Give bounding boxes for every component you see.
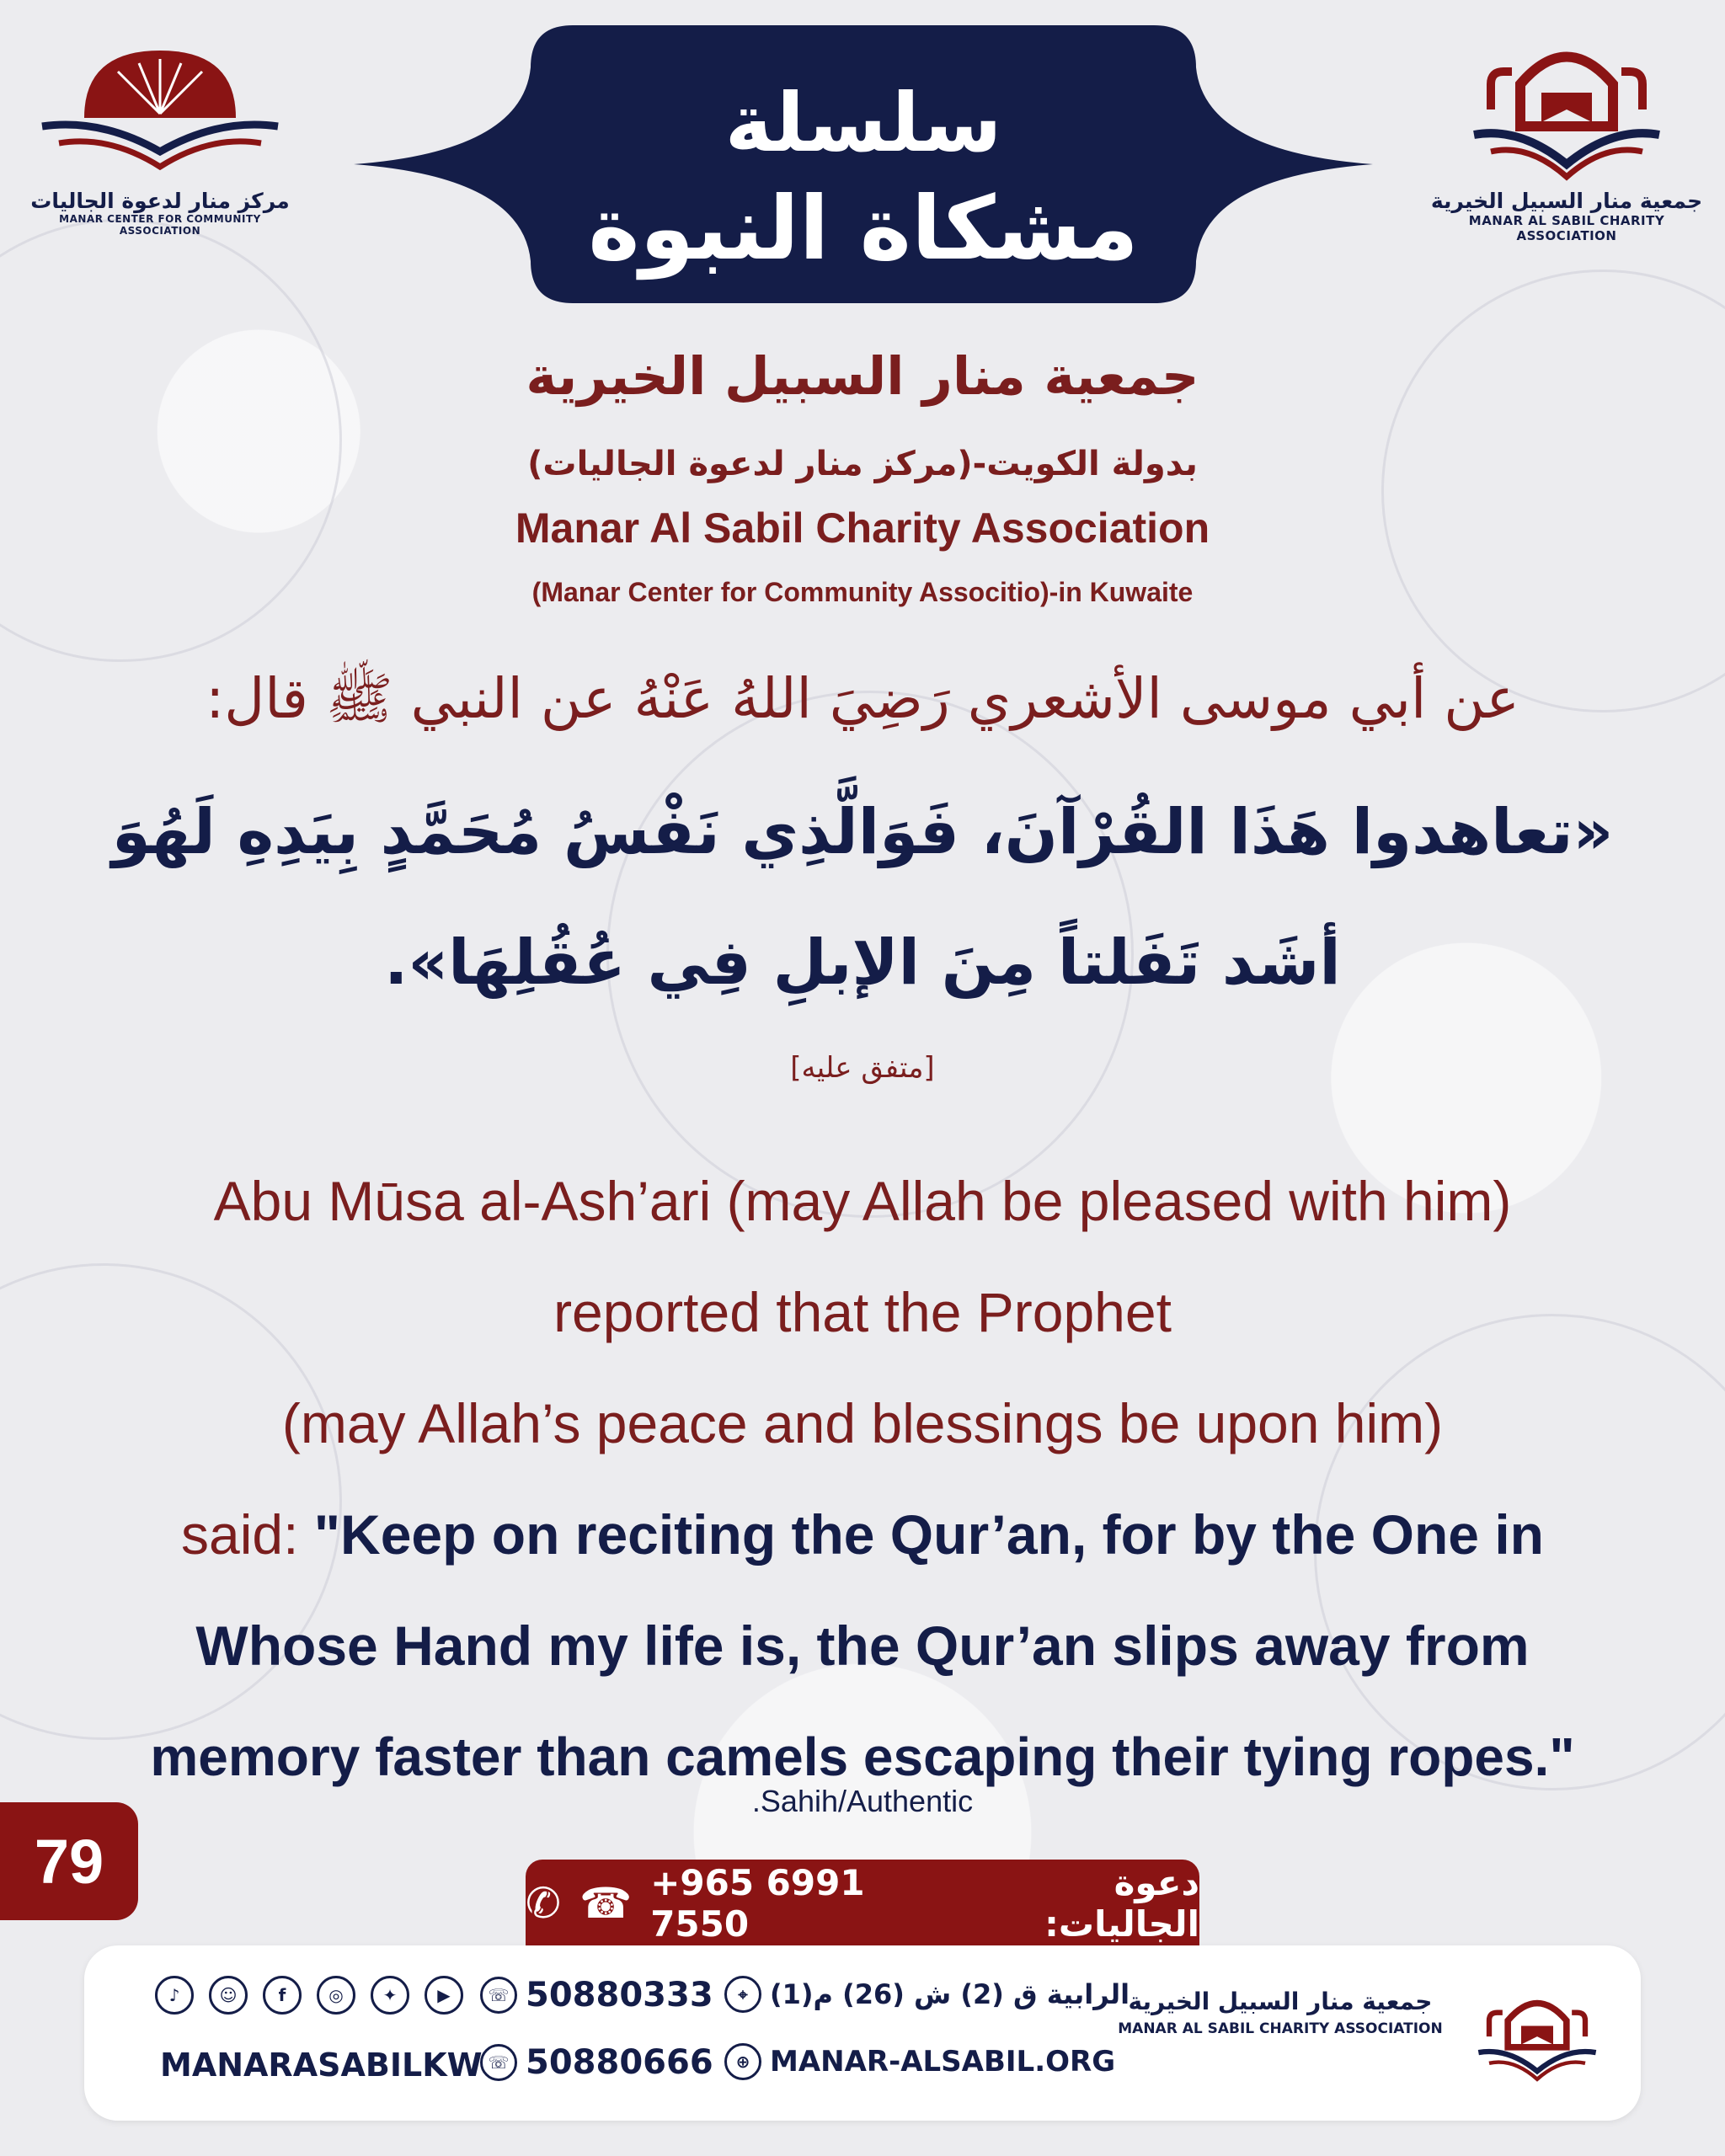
facebook-icon[interactable]: f (263, 1976, 302, 2015)
globe-icon: ⊕ (724, 2043, 761, 2080)
support-icon: ☏ (480, 1977, 517, 2014)
logo-left-arabic: مركز منار لدعوة الجاليات (30, 189, 290, 213)
footer-phone2[interactable]: 50880666 (526, 2043, 713, 2082)
support-icon: ☏ (480, 2044, 517, 2081)
contact-banner[interactable] (526, 1860, 1199, 1947)
series-title-line2: مشكاة النبوة (588, 177, 1139, 280)
twitter-icon[interactable]: ✦ (371, 1976, 409, 2015)
logo-right-arabic: جمعية منار السبيل الخيرية (1430, 189, 1703, 213)
contact-phone[interactable]: +965 6991 7550 (650, 1862, 865, 1945)
footer-logo-icon (1457, 1962, 1617, 2105)
translation-line2: reported that the Prophet (553, 1281, 1172, 1343)
whatsapp-icon[interactable]: ✆ (526, 1879, 561, 1928)
translation-line6: memory faster than camels escaping their tying ropes." (150, 1726, 1575, 1787)
hadith-number-badge: 79 (0, 1802, 138, 1920)
footer-bar (84, 1945, 1641, 2121)
mosque-book-icon (1440, 25, 1693, 185)
phone-icon[interactable]: ☎ (579, 1879, 633, 1928)
contact-label: دعوة الجاليات: (1044, 1862, 1199, 1945)
social-icons-row (152, 1976, 467, 2015)
hadith-line2-arabic: أشَد تَفَلتاً مِنَ الإبلِ فِي عُقُلِهَا». (384, 926, 1341, 999)
center-name-english: (Manar Center for Community Associtio)-in Kuwaite (531, 577, 1194, 607)
logo-right-english: MANAR AL SABIL CHARITY ASSOCIATION (1468, 213, 1665, 243)
hadith-translation (0, 1145, 1725, 1812)
translation-source: .Sahih/Authentic (751, 1784, 974, 1818)
translation-line1: Abu Mūsa al-Ash’ari (may Allah be pleased with him) (213, 1170, 1512, 1232)
translation-quote-start: "Keep on reciting the Qur’an, for by the One in (313, 1503, 1544, 1566)
hadith-source-arabic: [متفق عليه] (790, 1051, 935, 1085)
org-name-arabic: جمعية منار السبيل الخيرية (526, 345, 1199, 407)
tiktok-icon[interactable]: ♪ (155, 1976, 194, 2015)
footer-org-arabic: جمعية منار السبيل الخيرية (1128, 1988, 1433, 2015)
hadith-line1-arabic: «تعاهدوا هَذَا القُرْآنَ، فَوَالَّذِي نَفْسُ مُحَمَّدٍ بِيَدِهِ لَهُوَ (111, 796, 1614, 868)
footer-website[interactable]: MANAR-ALSABIL.ORG (770, 2045, 1116, 2079)
social-handle[interactable]: MANARASABILKW (160, 2047, 483, 2084)
center-name-arabic: (مركز منار لدعوة الجاليات)-بدولة الكويت (527, 445, 1198, 483)
logo-manar-sabil (1423, 25, 1710, 243)
phone2-row[interactable] (480, 2043, 713, 2082)
mosque-book-icon (25, 34, 295, 185)
translation-line3: (may Allah’s peace and blessings be upon him) (281, 1392, 1444, 1454)
footer-org-english: MANAR AL SABIL CHARITY ASSOCIATION (1118, 2020, 1443, 2037)
youtube-icon[interactable]: ▶ (425, 1976, 463, 2015)
footer-phone1[interactable]: 50880333 (526, 1976, 713, 2015)
translation-line5: Whose Hand my life is, the Qur’an slips away from (195, 1614, 1530, 1677)
instagram-icon[interactable]: ◎ (317, 1976, 355, 2015)
phone1-row[interactable] (480, 1976, 713, 2015)
logo-manar-center (17, 34, 303, 237)
org-name-english: Manar Al Sabil Charity Association (515, 504, 1210, 552)
logo-left-english: MANAR CENTER FOR COMMUNITY ASSOCIATION (59, 213, 261, 237)
address-row (724, 1976, 1130, 2013)
website-row[interactable] (724, 2043, 1115, 2080)
snapchat-icon[interactable]: ☺ (209, 1976, 248, 2015)
translation-line4 (0, 1479, 1725, 1590)
location-pin-icon: ⌖ (724, 1976, 761, 2013)
series-title-line1: سلسلة (724, 76, 1002, 170)
series-banner (354, 25, 1373, 303)
hadith-intro-arabic: عن أبي موسى الأشعري رَضِيَ اللهُ عَنْهُ عن النبي ﷺ قال: (206, 666, 1519, 731)
footer-address: الرابية ق (2) ش (26) م(1) (770, 1978, 1130, 2010)
translation-said: said: (181, 1503, 314, 1566)
footer-org (1112, 1988, 1449, 2037)
